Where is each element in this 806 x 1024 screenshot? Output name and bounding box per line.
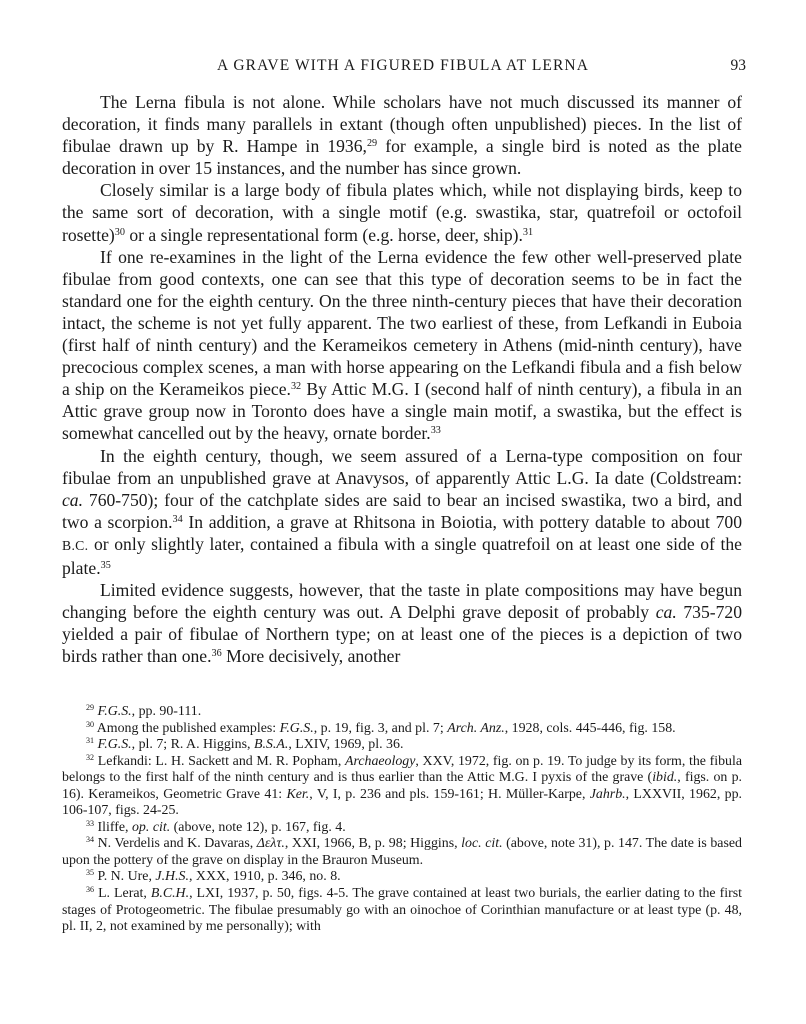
text: Among the published examples: xyxy=(94,720,280,736)
text: for example, a single bird is noted as the plate decoration in over 15 instances, and the number has since grown. xyxy=(62,136,742,179)
footnote-number: 31 xyxy=(86,736,95,746)
italic: B.C.H. xyxy=(150,886,190,902)
italic: F.G.S. xyxy=(97,704,132,719)
paragraph-3 xyxy=(62,246,742,445)
text: Iliffe, xyxy=(94,819,132,835)
footnotes xyxy=(62,704,742,936)
italic: loc. cit. xyxy=(461,836,503,852)
text: Closely similar is a large body of fibula plates which, while not displaying birds, keep to the same sort of decoration, with a single motif (e.g. swastika, star, quatrefoil or octofoil rosette) xyxy=(62,180,742,245)
paragraph-5 xyxy=(62,579,742,667)
text: Lefkandi: L. H. Sackett and M. R. Popham, xyxy=(94,753,345,769)
footnote-33 xyxy=(62,820,742,837)
footnote-ref-32: 32 xyxy=(290,381,302,393)
footnote-ref-35: 35 xyxy=(100,559,111,571)
italic: F.G.S. xyxy=(279,720,314,736)
text: 735-720 yielded a pair of fibulae of Northern type; on at least one of the pieces is a depiction of two birds rather than one. xyxy=(62,602,742,667)
paragraph-1 xyxy=(62,91,742,179)
text: , LXI, 1937, p. 50, figs. 4-5. The grave contained at least two burials, the earlier dating to the first stages of Protogeometric. The fibulae presumably go with an oinochoe of Corinthian manufacture or at least type (p. 48, pl. II, 2, not examined by me personally); with xyxy=(62,886,742,935)
text: (above, note 12), p. 167, fig. 4. xyxy=(170,819,346,835)
running-title: A GRAVE WITH A FIGURED FIBULA AT LERNA xyxy=(216,57,590,74)
footnote-number: 32 xyxy=(86,752,95,762)
footnote-31 xyxy=(62,737,742,754)
footnote-number: 34 xyxy=(86,835,95,845)
text: In addition, a grave at Rhitsona in Boiotia, with pottery datable to about 700 xyxy=(182,511,742,532)
footnote-ref-33: 33 xyxy=(430,425,441,437)
footnote-number: 35 xyxy=(86,868,95,878)
body-text xyxy=(62,91,742,667)
paragraph-4 xyxy=(62,445,742,580)
text: The Lerna fibula is not alone. While scholars have not much discussed its manner of decoration, it finds many parallels in extant (though often unpublished) pieces. In the list of fibulae drawn up by R. Hampe in 1936, xyxy=(62,92,742,157)
footnote-34 xyxy=(62,836,742,869)
text: N. Verdelis and K. Davaras, xyxy=(94,836,257,852)
footnote-36 xyxy=(62,886,742,936)
italic: F.G.S. xyxy=(97,737,132,753)
footnote-ref-36: 36 xyxy=(211,648,222,660)
footnote-ref-29: 29 xyxy=(366,138,378,150)
text: , XXI, 1966, B, p. 98; Higgins, xyxy=(284,836,462,852)
italic: ibid. xyxy=(652,770,678,786)
text: , pp. 90-111. xyxy=(131,704,202,719)
text: L. Lerat, xyxy=(94,886,151,902)
text: In the eighth century, though, we seem assured of a Lerna-type composition on four fibulae from an unpublished grave at Anavysos, of apparently Attic L.G. Ia date (Coldstream: xyxy=(62,445,742,488)
footnote-number: 29 xyxy=(86,703,95,713)
footnote-number: 36 xyxy=(86,885,95,895)
text: or only slightly later, contained a fibula with a single quatrefoil on at least one side of the plate. xyxy=(62,533,742,578)
text: , XXX, 1910, p. 346, no. 8. xyxy=(188,869,341,885)
text: , V, I, p. 236 and pls. 159-161; H. Müller-Karpe, xyxy=(309,786,590,802)
italic: Δελτ. xyxy=(256,836,285,852)
footnote-35 xyxy=(62,869,742,886)
text: If one re-examines in the light of the Lerna evidence the few other well-preserved plate fibulae from good contexts, one can see that this type of decoration seems to be in fact the standard one for the eighth century. On the three ninth-century pieces that have their decoration intact, the scheme is not yet fully apparent. The two earliest of these, from Lefkandi in Euboia (first half of ninth century) and the Kerameikos cemetery in Athens (mid-ninth century), have precocious complex scenes, a man with horse appearing on the Lefkandi fibula and a fish below a ship on the Kerameikos piece. xyxy=(62,246,742,400)
footnote-30 xyxy=(62,721,742,738)
footnote-ref-30: 30 xyxy=(114,226,125,238)
footnote-ref-34: 34 xyxy=(172,513,183,525)
page-number: 93 xyxy=(730,57,746,74)
italic: Ker. xyxy=(286,786,310,802)
text: By Attic M.G. I (second half of ninth century), a fibula in an Attic grave group now in Toronto does have a single main motif, a swastika, but the effect is somewhat cancelled out by the heavy, ornate border. xyxy=(62,379,743,444)
italic: B.S.A. xyxy=(253,737,289,753)
small-caps-bc: B.C. xyxy=(62,537,89,553)
text: , pl. 7; R. A. Higgins, xyxy=(131,737,254,753)
text: (above, note 31), p. 147. The date is based upon the pottery of the grave on display in the Brauron Museum. xyxy=(62,836,742,868)
text: 760-750); four of the catchplate sides are said to bear an incised swastika, two a bird, and two a scorpion. xyxy=(62,489,742,532)
running-header xyxy=(0,57,806,79)
paragraph-2 xyxy=(62,179,742,245)
text: P. N. Ure, xyxy=(94,869,156,885)
footnote-number: 30 xyxy=(86,719,95,729)
text: , figs. on p. 16). Kerameikos, Geometric Grave 41: xyxy=(62,770,742,802)
text: , 1928, cols. 445-446, fig. 158. xyxy=(504,720,676,736)
text: Limited evidence suggests, however, that the taste in plate compositions may have begun changing before the eighth century was out. A Delphi grave deposit of probably xyxy=(62,580,742,623)
italic: Arch. Anz. xyxy=(447,720,505,736)
italic: Jahrb. xyxy=(589,786,626,802)
italic: op. cit. xyxy=(131,819,171,835)
footnote-29 xyxy=(62,704,742,721)
footnote-ref-31: 31 xyxy=(522,226,534,238)
text: , LXIV, 1969, pl. 36. xyxy=(288,737,404,753)
footnote-32 xyxy=(62,754,742,820)
text: , XXV, 1972, fig. on p. 19. To judge by its form, the fibula belongs to the first half of the ninth century and is thus earlier than the Attic M.G. I pyxis of the grave ( xyxy=(62,753,742,786)
italic: Archaeology xyxy=(344,753,416,769)
footnote-number: 33 xyxy=(86,819,95,828)
text: More decisively, another xyxy=(221,646,401,667)
italic-ca: ca. xyxy=(62,489,84,510)
text: or a single representational form (e.g. horse, deer, ship). xyxy=(124,224,523,245)
italic-ca: ca. xyxy=(655,602,677,623)
text: , LXXVII, 1962, pp. 106-107, figs. 24-25. xyxy=(62,786,742,819)
italic: J.H.S. xyxy=(155,869,189,885)
text: , p. 19, fig. 3, and pl. 7; xyxy=(313,720,448,736)
